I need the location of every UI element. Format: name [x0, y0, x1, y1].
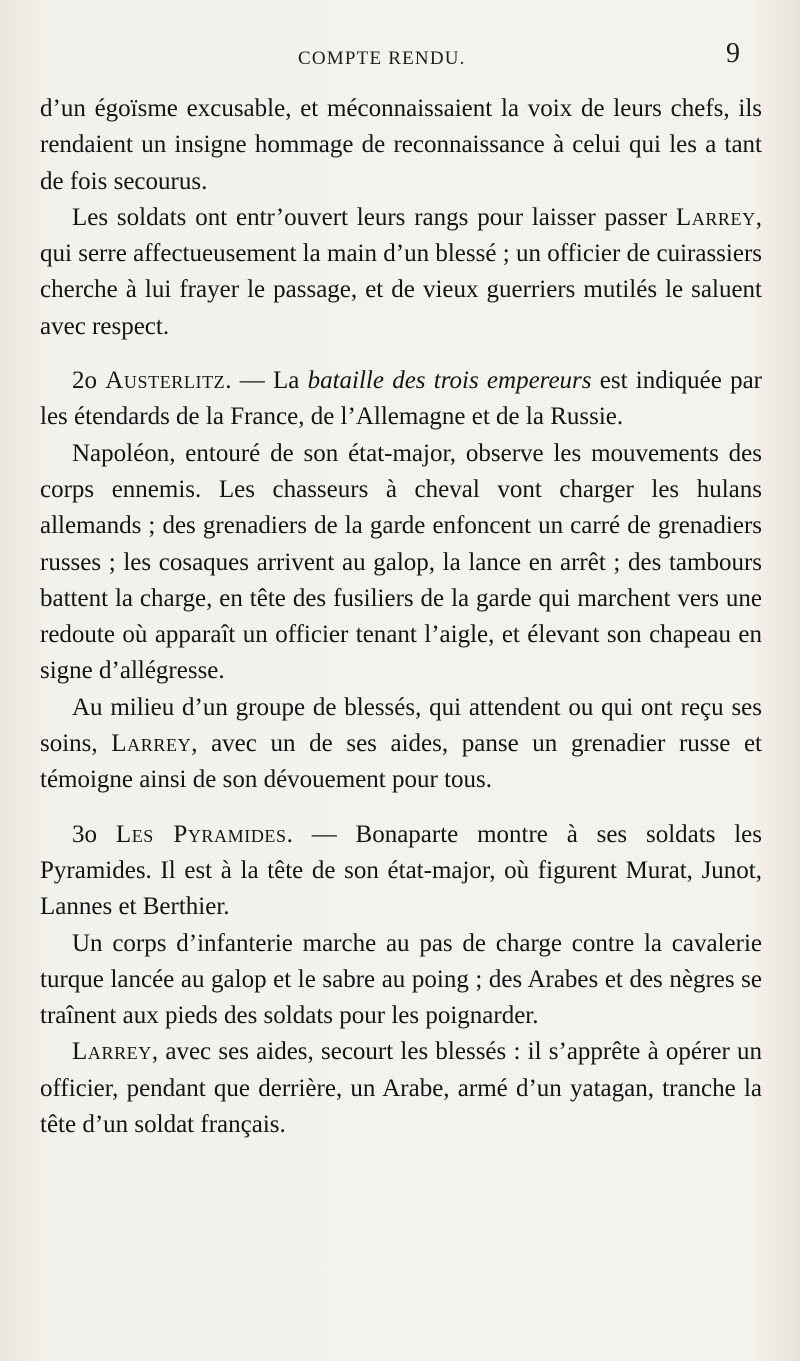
page-header [0, 38, 800, 78]
section-gap [40, 799, 762, 817]
section-title: Austerlitz [105, 367, 226, 395]
paragraph-larrey-aides [40, 1034, 762, 1143]
section-number: 3o [72, 820, 116, 848]
page-number: 9 [726, 38, 740, 69]
paragraph-text: , avec ses aides, secourt les blessés : il s’apprête à opérer un officier, pendant que derrière, un Arabe, armé d’un yatagan, tranche la tête d’un soldat français. [40, 1038, 762, 1139]
paragraph-napoleon: Napoléon, entouré de son état-major, observe les mouvements des corps ennemis. Les chasseurs à cheval vont charger les hulans allemands ; des grenadiers de la garde enfoncent un carré de grenadiers russes ; les cosaques arrivent au galop, la lance en arrêt ; des tambours battent la charge, en tête des fusiliers de la garde qui marchent vers une redoute où apparaît un officier tenant l’aigle, et élevant son chapeau en signe d’allégresse. [40, 439, 762, 685]
paragraph-infantry: Un corps d’infanterie marche au pas de charge contre la cavalerie turque lancée au galop et le sabre au poing ; des Arabes et des nègres se traînent aux pieds des soldats pour les poignarder. [40, 929, 762, 1030]
paragraph-continuation: d’un égoïsme excusable, et méconnaissaient la voix de leurs chefs, ils rendaient un insigne hommage de reconnaissance à celui qui les a tant de fois secourus. [40, 95, 762, 195]
section-gap [40, 345, 762, 363]
paragraph-text: . — Bonaparte montre à ses soldats les Pyramides. Il est à la tête de son état-major, où figurent Murat, Junot, Lannes et Berthier. [40, 820, 763, 921]
paragraph-soldiers [40, 200, 762, 345]
paragraph-text: , avec un de ses aides, panse un grenadier russe et témoigne ainsi de son dévouement pour tous. [40, 730, 762, 794]
section-title: Les Pyramides [115, 820, 287, 848]
section-dash: . — La [225, 367, 308, 395]
paragraph-wounded [40, 690, 762, 799]
section-austerlitz [40, 363, 762, 436]
name-larrey: Larrey [675, 203, 756, 231]
body-text [40, 91, 762, 1143]
paragraph-text: Au milieu d’un groupe de blessés, qui attendent ou qui ont reçu ses soins, [40, 693, 762, 758]
running-head: COMPTE RENDU. [298, 48, 466, 69]
name-larrey: Larrey [111, 730, 192, 758]
paragraph-text: est indiquée par les étendards de la France, de l’Allemagne et de la Russie. [40, 367, 763, 431]
paragraph-text: Les soldats ont entr’ouvert leurs rangs pour laisser passer [72, 203, 676, 231]
section-pyramides [40, 817, 762, 926]
name-larrey: Larrey [72, 1038, 152, 1066]
italic-phrase: bataille des trois empereurs [307, 367, 592, 395]
paragraph-text: , qui serre affectueusement la main d’un blessé ; un officier de cuirassiers cherche à lui frayer le passage, et de vieux guerriers mutilés le saluent avec respect. [40, 203, 762, 340]
section-number: 2o [72, 367, 106, 395]
